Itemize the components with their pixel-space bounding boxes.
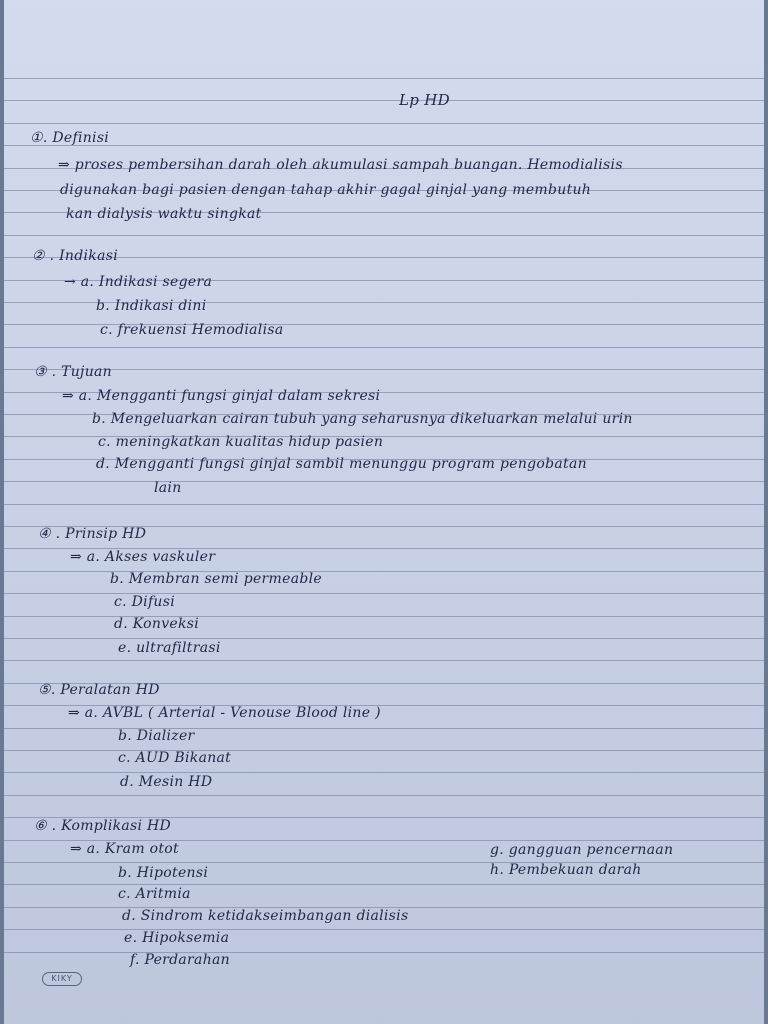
komplikasi-item: f. Perdarahan	[130, 952, 230, 968]
ruled-line	[4, 929, 764, 930]
ruled-line	[4, 145, 764, 146]
komplikasi-item: d. Sindrom ketidakseimbangan dialisis	[122, 908, 409, 924]
tujuan-item: c. meningkatkan kualitas hidup pasien	[98, 434, 384, 450]
komplikasi-item: e. Hipoksemia	[124, 930, 230, 946]
section-definisi-heading: ①. Definisi	[30, 130, 110, 146]
prinsip-item: ⇒ a. Akses vaskuler	[70, 549, 216, 565]
ruled-line	[4, 884, 764, 885]
ruled-line	[4, 862, 764, 863]
definisi-line: kan dialysis waktu singkat	[66, 206, 262, 222]
peralatan-item: d. Mesin HD	[120, 774, 213, 790]
section-peralatan-heading: ⑤. Peralatan HD	[38, 682, 160, 698]
indikasi-item: → a. Indikasi segera	[64, 274, 213, 290]
prinsip-item: c. Difusi	[114, 594, 176, 610]
komplikasi-item-right: g. gangguan pencernaan	[490, 842, 674, 858]
komplikasi-item: b. Hipotensi	[118, 865, 209, 881]
ruled-line	[4, 660, 764, 661]
tujuan-item: ⇒ a. Mengganti fungsi ginjal dalam sekresi	[62, 388, 381, 404]
ruled-line	[4, 347, 764, 348]
section-indikasi-heading: ② . Indikasi	[32, 248, 118, 264]
ruled-line	[4, 638, 764, 639]
tujuan-item: b. Mengeluarkan cairan tubuh yang seharusnya dikeluarkan melalui urin	[92, 411, 633, 427]
ruled-line	[4, 369, 764, 370]
ruled-line	[4, 504, 764, 505]
ruled-line	[4, 78, 764, 79]
komplikasi-item-right: h. Pembekuan darah	[490, 862, 642, 878]
peralatan-item: b. Dializer	[118, 728, 195, 744]
komplikasi-item: ⇒ a. Kram otot	[70, 841, 179, 857]
indikasi-item: b. Indikasi dini	[96, 298, 207, 314]
komplikasi-item: c. Aritmia	[118, 886, 191, 902]
ruled-line	[4, 481, 764, 482]
ruled-line	[4, 772, 764, 773]
tujuan-item: d. Mengganti fungsi ginjal sambil menunggu program pengobatan	[96, 456, 587, 472]
indikasi-item: c. frekuensi Hemodialisa	[100, 322, 284, 338]
section-prinsip-heading: ④ . Prinsip HD	[38, 526, 147, 542]
ruled-line	[4, 795, 764, 796]
tujuan-item: lain	[154, 480, 182, 496]
notebook-page	[4, 0, 764, 1024]
notebook-brand-logo: KIKY	[42, 972, 82, 986]
prinsip-item: e. ultrafiltrasi	[118, 640, 221, 656]
ruled-line	[4, 952, 764, 953]
peralatan-item: c. AUD Bikanat	[118, 750, 232, 766]
ruled-line	[4, 257, 764, 258]
peralatan-item: ⇒ a. AVBL ( Arterial - Venouse Blood line )	[68, 705, 381, 721]
section-komplikasi-heading: ⑥ . Komplikasi HD	[34, 818, 172, 834]
definisi-line: ⇒ proses pembersihan darah oleh akumulasi sampah buangan. Hemodialisis	[58, 157, 623, 173]
ruled-line	[4, 123, 764, 124]
ruled-line	[4, 100, 764, 101]
section-tujuan-heading: ③ . Tujuan	[34, 364, 112, 380]
page-title: Lp HD	[399, 91, 450, 109]
prinsip-item: d. Konveksi	[114, 616, 200, 632]
ruled-line	[4, 235, 764, 236]
prinsip-item: b. Membran semi permeable	[110, 571, 322, 587]
definisi-line: digunakan bagi pasien dengan tahap akhir gagal ginjal yang membutuh	[60, 182, 592, 198]
